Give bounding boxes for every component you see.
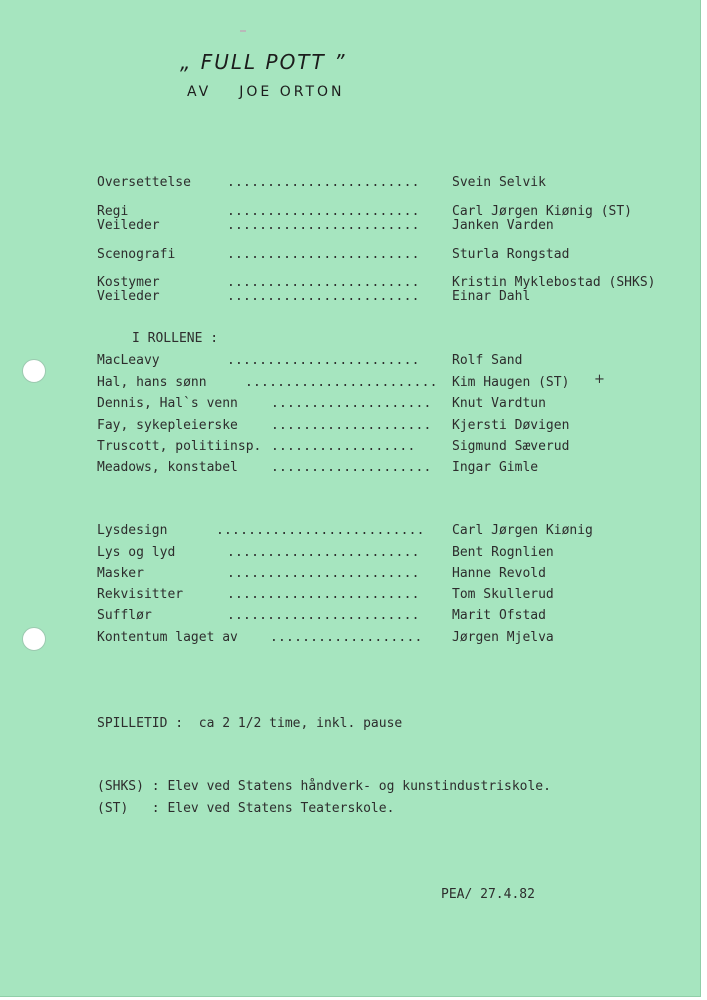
crew-leader-dots: ................... — [270, 630, 423, 645]
credit-value: Svein Selvik — [452, 175, 546, 190]
playtime: SPILLETID : ca 2 1/2 time, inkl. pause — [97, 716, 403, 731]
crew-value: Bent Rognlien — [452, 545, 554, 560]
role-value: Kim Haugen (ST) — [452, 375, 570, 390]
crew-label: Masker — [97, 566, 144, 581]
crew-label: Lys og lyd — [97, 545, 176, 560]
crew-leader-dots: ........................ — [227, 545, 420, 560]
crew-value: Jørgen Mjelva — [452, 630, 554, 645]
author-name: JOE ORTON — [239, 84, 345, 100]
role-value: Ingar Gimle — [452, 460, 539, 475]
role-value: Rolf Sand — [452, 353, 523, 368]
credit-leader-dots: ........................ — [227, 204, 420, 219]
role-leader-dots: .................. — [271, 439, 416, 454]
roles-heading: I ROLLENE : — [132, 331, 219, 346]
crew-label: Rekvisitter — [97, 587, 184, 602]
author-prefix: AV — [187, 84, 212, 100]
credit-label: Regi — [97, 204, 129, 219]
crew-label: Sufflør — [97, 608, 152, 623]
credit-leader-dots: ........................ — [227, 175, 420, 190]
crew-leader-dots: ........................ — [227, 608, 420, 623]
role-leader-dots: .................... — [271, 460, 432, 475]
punch-hole-bottom — [22, 627, 46, 651]
role-leader-dots: .................... — [271, 418, 432, 433]
role-label: Hal, hans sønn — [97, 375, 207, 390]
note-shks: (SHKS) : Elev ved Statens håndverk- og kunstindustriskole. — [97, 779, 551, 794]
role-label: Fay, sykepleierske — [97, 418, 238, 433]
crew-value: Hanne Revold — [452, 566, 546, 581]
credit-leader-dots: ........................ — [227, 247, 420, 262]
punch-hole-top — [22, 359, 46, 383]
credit-label: Veileder — [97, 289, 160, 304]
role-leader-dots: .................... — [271, 396, 432, 411]
credit-label: Kostymer — [97, 275, 160, 290]
credit-value: Sturla Rongstad — [452, 247, 570, 262]
crew-leader-dots: ........................ — [227, 566, 420, 581]
crew-label: Kontentum laget av — [97, 630, 238, 645]
crew-value: Tom Skullerud — [452, 587, 554, 602]
credit-value: Kristin Myklebostad (SHKS) — [452, 275, 656, 290]
crew-label: Lysdesign — [97, 523, 168, 538]
handwritten-mark: + — [594, 372, 605, 387]
credit-value: Janken Varden — [452, 218, 554, 233]
credit-leader-dots: ........................ — [227, 275, 420, 290]
fold-mark — [240, 30, 246, 32]
crew-value: Carl Jørgen Kiønig — [452, 523, 593, 538]
role-label: MacLeavy — [97, 353, 160, 368]
role-value: Knut Vardtun — [452, 396, 546, 411]
credit-leader-dots: ........................ — [227, 289, 420, 304]
play-author — [187, 84, 344, 100]
crew-value: Marit Ofstad — [452, 608, 546, 623]
role-leader-dots: ........................ — [245, 375, 438, 390]
crew-leader-dots: ........................ — [227, 587, 420, 602]
crew-leader-dots: .......................... — [216, 523, 425, 538]
signature-date: PEA/ 27.4.82 — [441, 887, 535, 902]
role-label: Truscott, politiinsp. — [97, 439, 262, 454]
role-value: Kjersti Døvigen — [452, 418, 570, 433]
credit-value: Einar Dahl — [452, 289, 531, 304]
credit-value: Carl Jørgen Kiønig (ST) — [452, 204, 633, 219]
role-value: Sigmund Sæverud — [452, 439, 570, 454]
role-leader-dots: ........................ — [227, 353, 420, 368]
credit-label: Scenografi — [97, 247, 176, 262]
credit-label: Veileder — [97, 218, 160, 233]
play-title: „ FULL POTT ” — [180, 50, 347, 74]
role-label: Dennis, Hal`s venn — [97, 396, 238, 411]
role-label: Meadows, konstabel — [97, 460, 238, 475]
credit-label: Oversettelse — [97, 175, 191, 190]
note-st: (ST) : Elev ved Statens Teaterskole. — [97, 801, 395, 816]
credit-leader-dots: ........................ — [227, 218, 420, 233]
